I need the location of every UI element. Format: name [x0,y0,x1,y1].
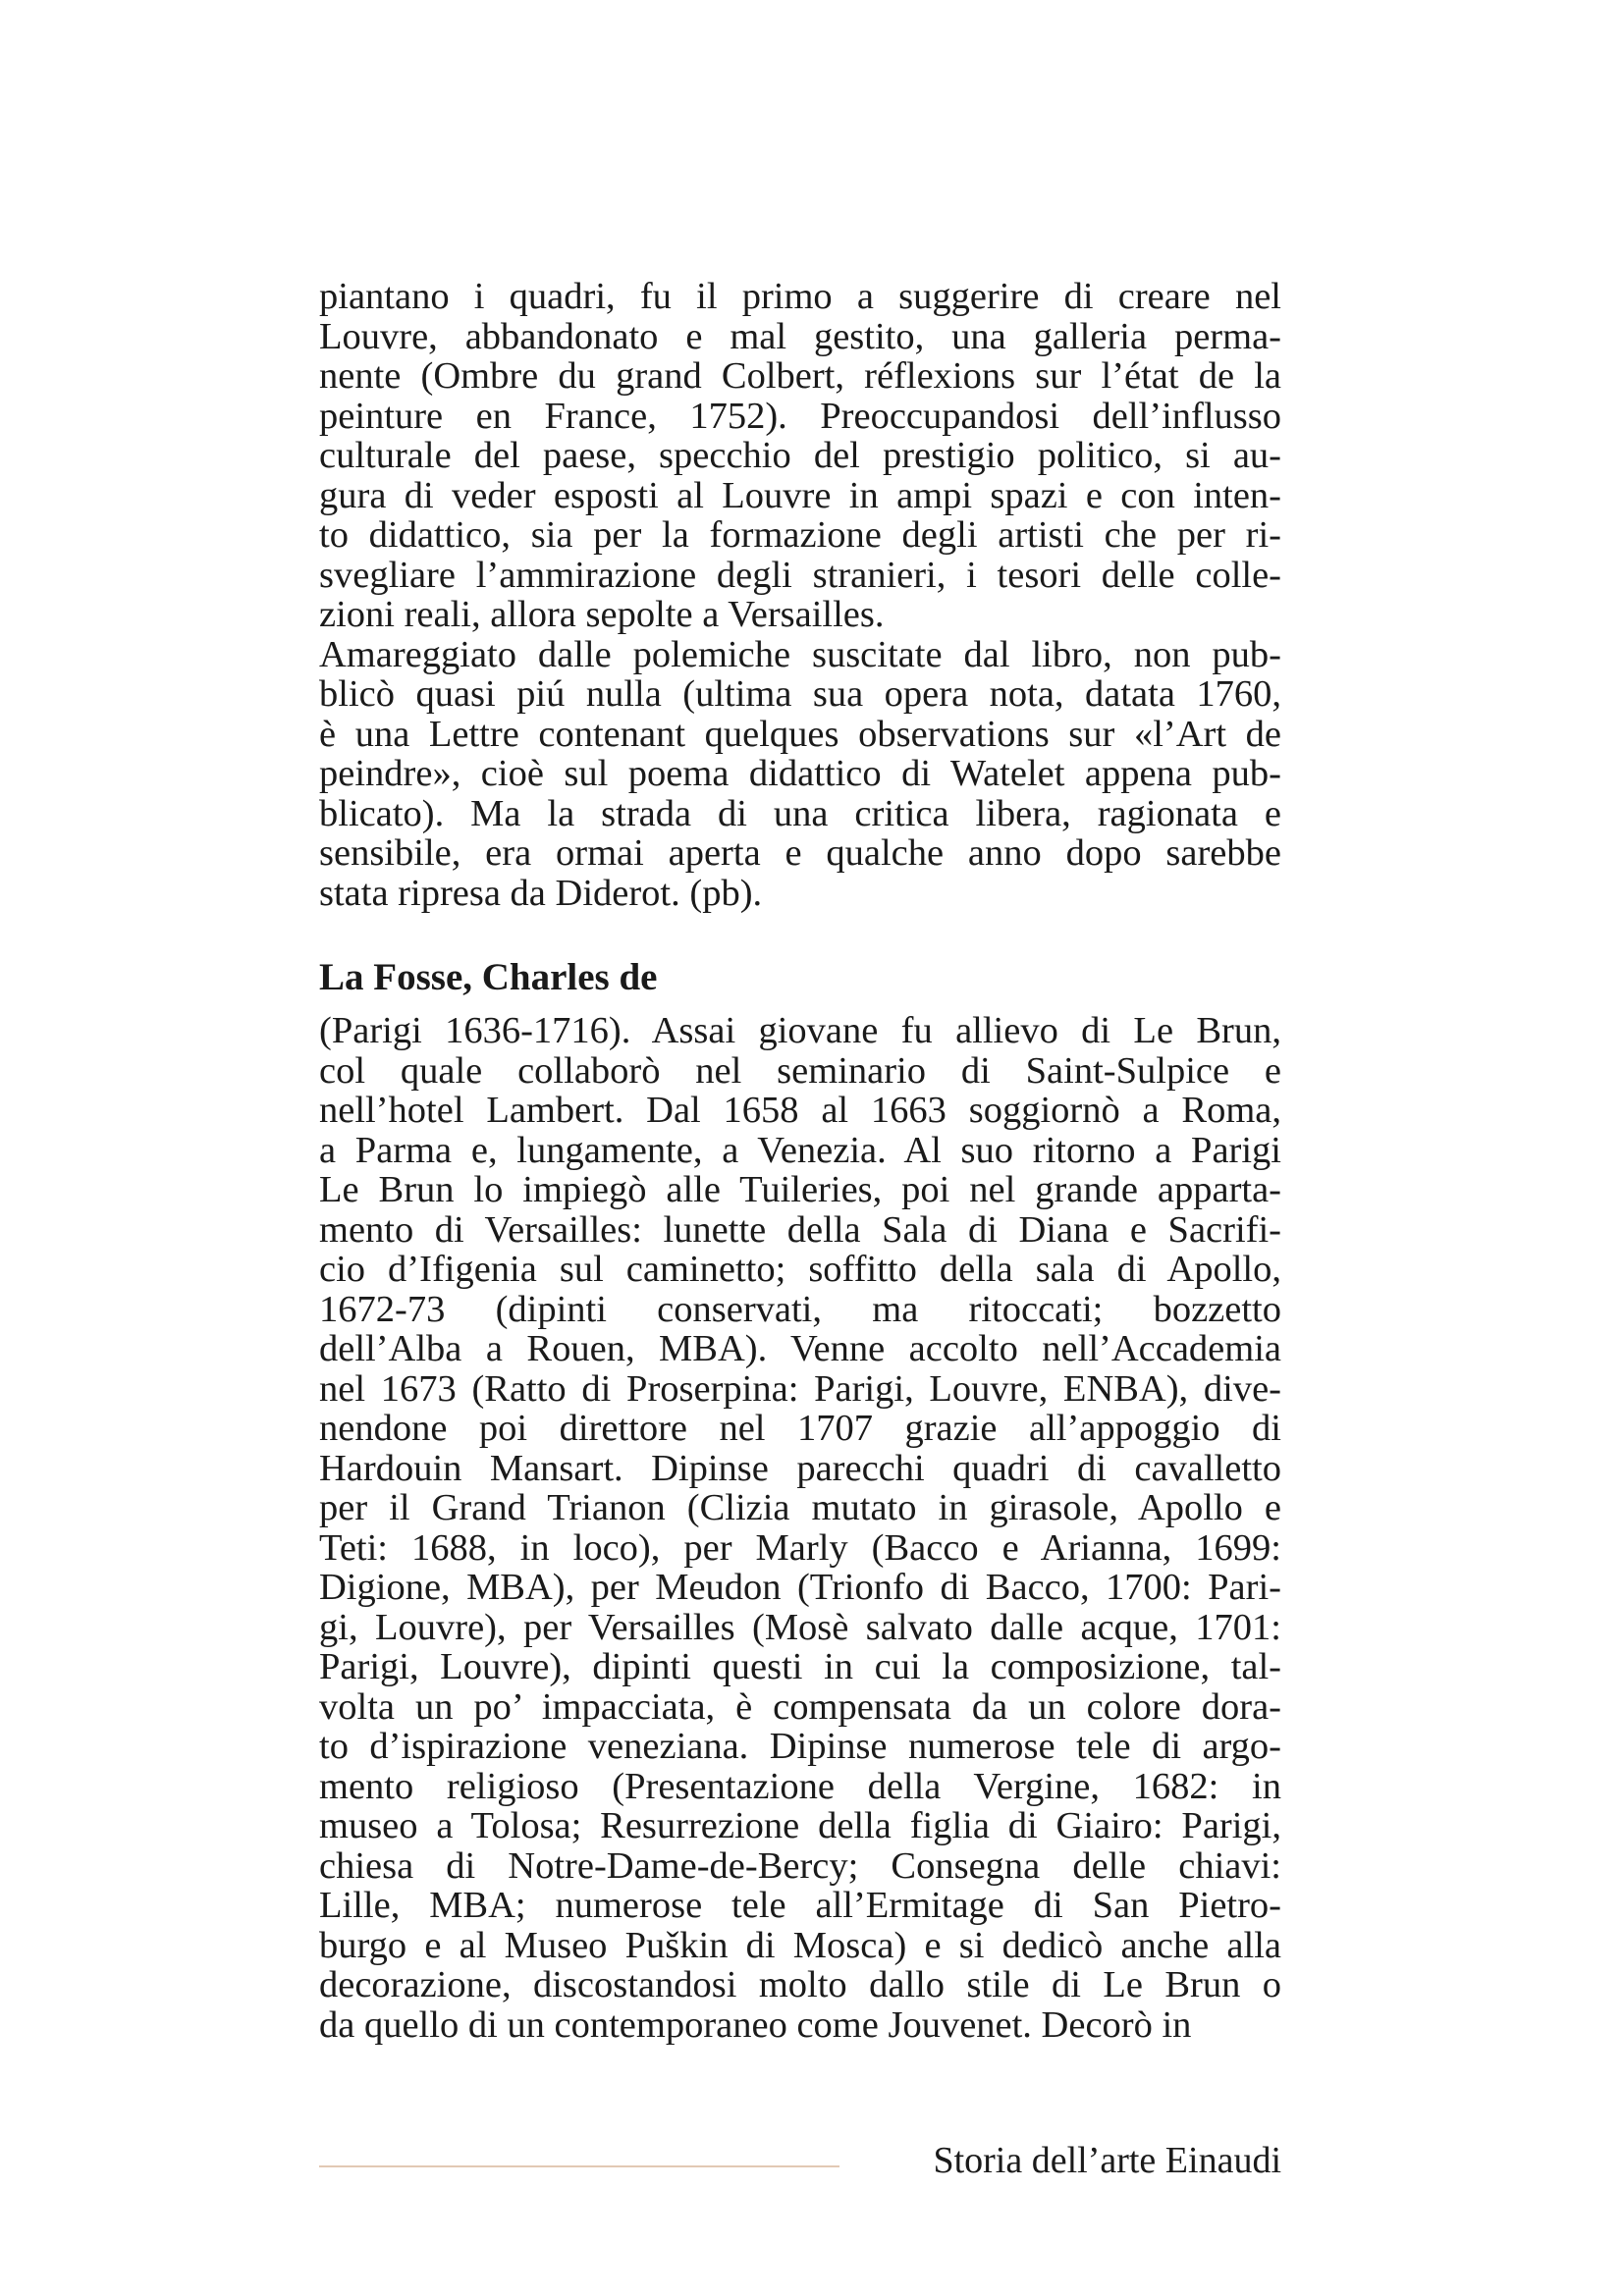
text-line: mento di Versailles: lunette della Sala di Diana e Sacrifi- [319,1208,1281,1251]
text-line: nell’hotel Lambert. Dal 1658 al 1663 soggiornò a Roma, [319,1090,1281,1131]
text-line: col quale collaborò nel seminario di Saint-Sulpice e [319,1049,1281,1092]
entry-paragraph [319,1011,1281,2045]
text-line: Lille, MBA; numerose tele all’Ermitage di San Pietro- [319,1885,1281,1926]
text-line: peinture en France, 1752). Preoccupandosi dell’influsso [319,395,1281,437]
text-line: per il Grand Trianon (Clizia mutato in girasole, Apollo e [319,1487,1281,1528]
text-line: Hardouin Mansart. Dipinse parecchi quadri di cavalletto [319,1447,1281,1489]
closing-paragraph [319,635,1281,914]
text-line: da quello di un contemporaneo come Jouvenet. Decorò in [319,2003,1192,2046]
entry-title: La Fosse, Charles de [319,956,658,998]
text-line: zioni reali, allora sepolte a Versailles. [319,594,885,635]
text-line: Louvre, abbandonato e mal gestito, una galleria perma- [319,315,1281,357]
text-line: gura di veder esposti al Louvre in ampi spazi e con inten- [319,474,1281,516]
page-footer [319,2138,1281,2185]
text-line: to d’ispirazione veneziana. Dipinse numerose tele di argo- [319,1726,1281,1767]
text-line: sensibile, era ormai aperta e qualche anno dopo sarebbe [319,832,1281,874]
text-line: Amareggiato dalle polemiche suscitate dal libro, non pub- [319,633,1281,675]
text-line: a Parma e, lungamente, a Venezia. Al suo ritorno a Parigi [319,1129,1281,1171]
text-line: (Parigi 1636-1716). Assai giovane fu allievo di Le Brun, [319,1010,1281,1051]
text-line: piantano i quadri, fu il primo a suggerire di creare nel [319,276,1281,317]
text-line: museo a Tolosa; Resurrezione della figlia di Giairo: Parigi, [319,1805,1281,1846]
text-line: è una Lettre contenant quelques observations sur «l’Art de [319,713,1281,755]
text-line: Teti: 1688, in loco), per Marly (Bacco e Arianna, 1699: [319,1526,1281,1569]
footer-rule [319,2165,839,2167]
text-line: nendone poi direttore nel 1707 grazie all’appoggio di [319,1408,1281,1449]
text-line: Le Brun lo impiegò alle Tuileries, poi nel grande apparta- [319,1169,1281,1210]
text-line: cio d’Ifigenia sul caminetto; soffitto della sala di Apollo, [319,1249,1281,1290]
text-line: culturale del paese, specchio del prestigio politico, si au- [319,435,1281,476]
text-line: burgo e al Museo Puškin di Mosca) e si dedicò anche alla [319,1924,1281,1966]
text-line: Parigi, Louvre), dipinti questi in cui la composizione, tal- [319,1646,1281,1687]
text-line: blicò quasi piú nulla (ultima sua opera nota, datata 1760, [319,673,1281,715]
text-line: dell’Alba a Rouen, MBA). Venne accolto nell’Accademia [319,1328,1281,1369]
text-line: peindre», cioè sul poema didattico di Watelet appena pub- [319,753,1281,794]
footer-publisher: Storia dell’arte Einaudi [933,2140,1281,2181]
text-line: gi, Louvre), per Versailles (Mosè salvato dalle acque, 1701: [319,1606,1281,1648]
text-line: mento religioso (Presentazione della Vergine, 1682: in [319,1765,1281,1807]
text-line: 1672-73 (dipinti conservati, ma ritoccati; bozzetto [319,1288,1281,1330]
text-line: svegliare l’ammirazione degli stranieri, i tesori delle colle- [319,554,1281,596]
text-line: chiesa di Notre-Dame-de-Bercy; Consegna delle chiavi: [319,1844,1281,1887]
text-line: decorazione, discostandosi molto dallo stile di Le Brun o [319,1964,1281,2005]
text-line: nente (Ombre du grand Colbert, réflexions sur l’état de la [319,355,1281,397]
text-line: to didattico, sia per la formazione degli artisti che per ri- [319,514,1281,556]
page-body [319,277,1281,2045]
text-line: volta un po’ impacciata, è compensata da un colore dora- [319,1685,1281,1728]
text-line: blicato). Ma la strada di una critica libera, ragionata e [319,792,1281,834]
text-line: stata ripresa da Diderot. (pb). [319,872,763,914]
text-line: Digione, MBA), per Meudon (Trionfo di Bacco, 1700: Pari- [319,1567,1281,1608]
text-line: nel 1673 (Ratto di Proserpina: Parigi, Louvre, ENBA), dive- [319,1367,1281,1410]
continuation-paragraph [319,277,1281,635]
